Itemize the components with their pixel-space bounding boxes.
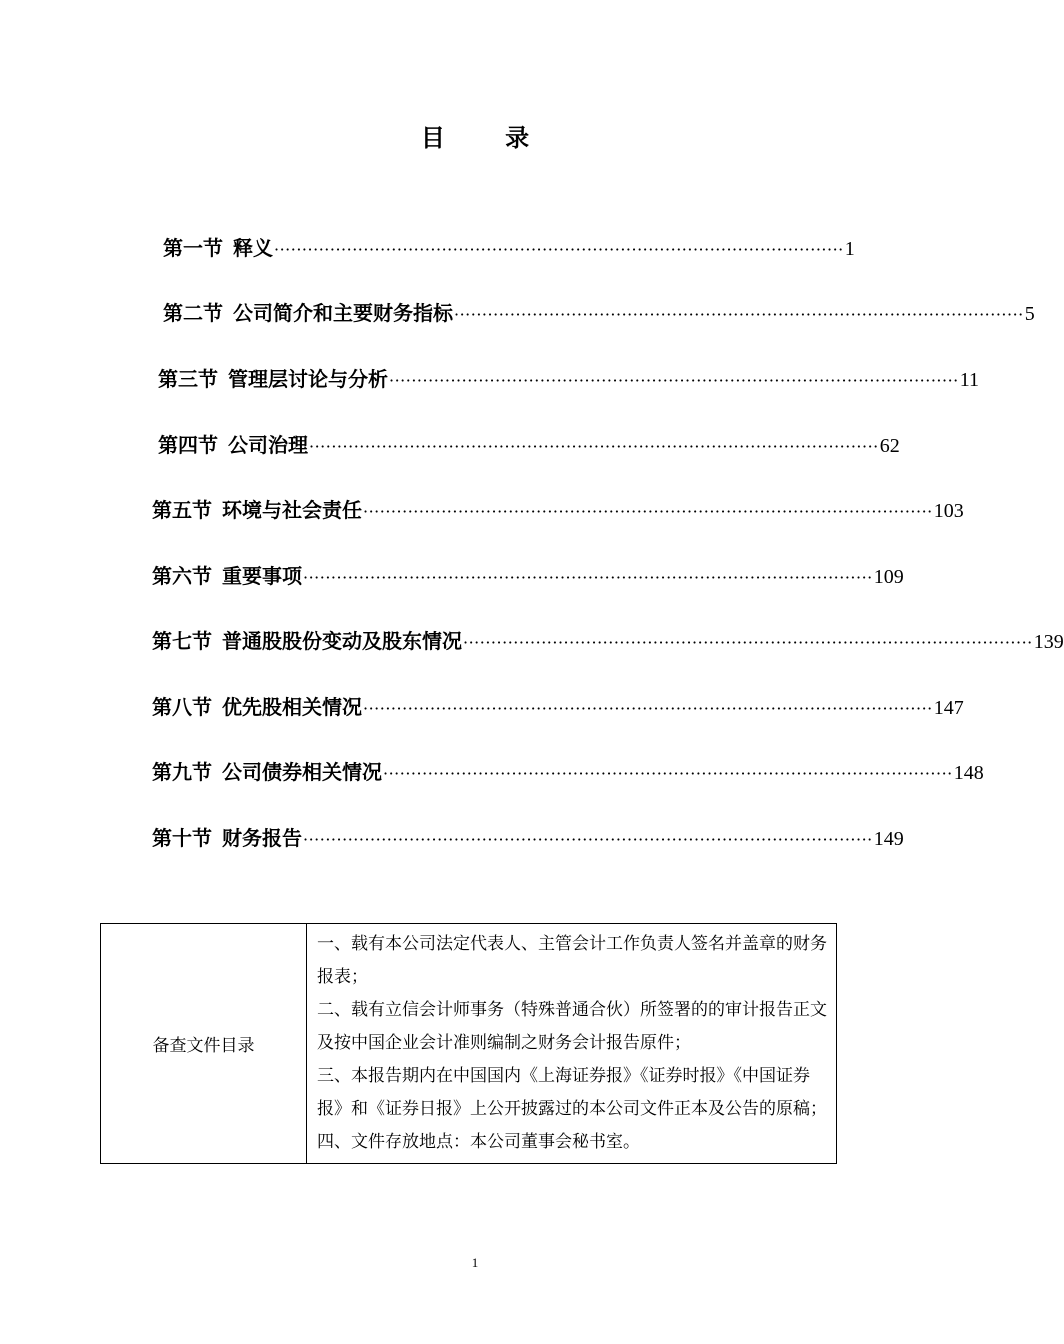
- toc-section-number: 第四节: [158, 433, 218, 457]
- toc-entry[interactable]: [152, 692, 964, 722]
- toc-entry[interactable]: [158, 430, 900, 460]
- toc-dot-leader: ······································································································: [303, 830, 873, 849]
- toc-section-title: 公司债券相关情况: [222, 760, 382, 784]
- toc-dot-leader: ······································································································: [383, 764, 953, 783]
- toc-entry[interactable]: [152, 823, 904, 853]
- toc-page-number: 148: [953, 762, 984, 784]
- toc-entry[interactable]: [152, 561, 904, 591]
- toc-dot-leader: ······································································································: [363, 502, 933, 521]
- toc-section-number: 第十节: [152, 826, 212, 850]
- toc-dot-leader: ······································································································: [454, 305, 1024, 324]
- toc-dot-leader: ······································································································: [463, 633, 1033, 652]
- toc-section-title: 普通股股份变动及股东情况: [222, 629, 462, 653]
- toc-page-number: 5: [1024, 303, 1035, 325]
- toc-entry[interactable]: [152, 757, 984, 787]
- reference-document-item: 一、载有本公司法定代表人、主管会计工作负责人签名并盖章的财务报表；: [317, 934, 827, 987]
- reference-documents-list: [307, 924, 837, 1164]
- toc-dot-leader: ······································································································: [274, 240, 844, 259]
- toc-page-number: 149: [873, 828, 904, 850]
- toc-dot-leader: ······································································································: [309, 437, 879, 456]
- toc-page-number: 62: [879, 435, 900, 457]
- toc-section-number: 第八节: [152, 695, 212, 719]
- reference-document-item: 四、文件存放地点：本公司董事会秘书室。: [317, 1132, 640, 1152]
- table-row: [101, 924, 837, 1164]
- toc-entry[interactable]: [158, 364, 980, 394]
- toc-dot-leader: ······································································································: [363, 699, 933, 718]
- toc-section-title: 环境与社会责任: [222, 498, 362, 522]
- toc-section-number: 第九节: [152, 760, 212, 784]
- toc-section-title: 释义: [233, 236, 273, 260]
- toc-section-title: 公司治理: [228, 433, 308, 457]
- toc-entry[interactable]: [163, 298, 1035, 328]
- toc-entry[interactable]: [152, 495, 964, 525]
- toc-section-title: 优先股相关情况: [222, 695, 362, 719]
- toc-section-number: 第二节: [163, 301, 223, 325]
- page-title: 目 录: [420, 124, 556, 152]
- toc-page-number: 139: [1033, 631, 1064, 653]
- toc-dot-leader: ······································································································: [303, 568, 873, 587]
- toc-section-number: 第七节: [152, 629, 212, 653]
- toc-section-number: 第三节: [158, 367, 218, 391]
- reference-documents-label: 备查文件目录: [101, 924, 307, 1164]
- toc-page-number: 11: [959, 369, 980, 391]
- page-number: 1: [471, 1255, 479, 1270]
- toc-page-number: 103: [933, 500, 964, 522]
- reference-documents-table: [100, 923, 837, 1164]
- toc-section-title: 管理层讨论与分析: [228, 367, 388, 391]
- reference-document-item: 三、本报告期内在中国国内《上海证券报》《证券时报》《中国证券报》和《证券日报》上公开披露过的本公司文件正本及公告的原稿；: [317, 1066, 827, 1119]
- toc-section-title: 财务报告: [222, 826, 302, 850]
- toc-section-title: 重要事项: [222, 564, 302, 588]
- reference-document-item: 二、载有立信会计师事务（特殊普通合伙）所签署的的审计报告正文及按中国企业会计准则编制之财务会计报告原件；: [317, 1000, 827, 1053]
- toc-dot-leader: ······································································································: [389, 371, 959, 390]
- toc-entry[interactable]: [152, 626, 1064, 656]
- toc-entry[interactable]: [163, 233, 855, 263]
- toc-section-number: 第一节: [163, 236, 223, 260]
- toc-page-number: 1: [844, 238, 855, 260]
- toc-page-number: 147: [933, 697, 964, 719]
- toc-section-title: 公司简介和主要财务指标: [233, 301, 453, 325]
- toc-section-number: 第六节: [152, 564, 212, 588]
- toc-page-number: 109: [873, 566, 904, 588]
- toc-section-number: 第五节: [152, 498, 212, 522]
